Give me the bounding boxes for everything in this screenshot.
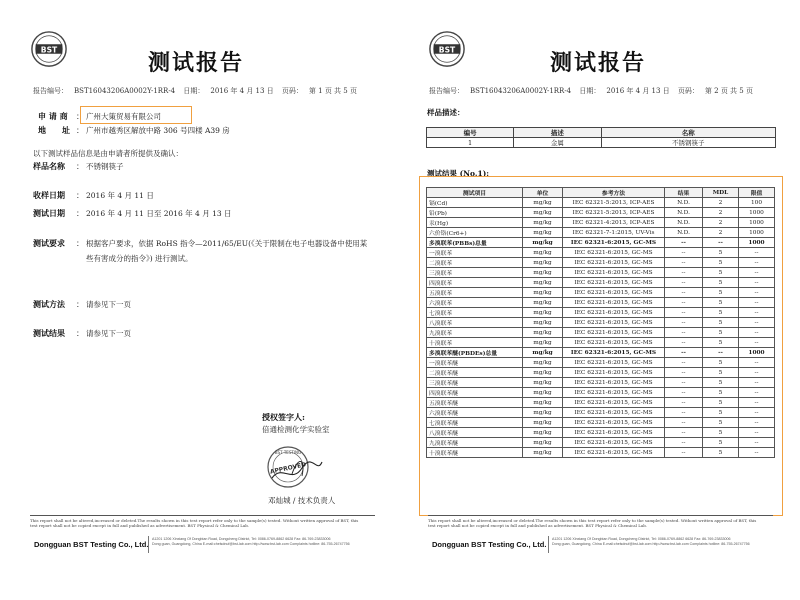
results-cell-limit: -- — [739, 418, 775, 428]
results-cell-unit: mg/kg — [523, 258, 563, 268]
results-cell-limit: 1000 — [739, 348, 775, 358]
results-header-cell: 参考方法 — [563, 188, 665, 198]
colon: ： — [76, 300, 84, 309]
results-cell-limit: -- — [739, 368, 775, 378]
report-meta-line — [33, 86, 363, 96]
results-cell-limit: -- — [739, 328, 775, 338]
results-cell-unit: mg/kg — [523, 308, 563, 318]
desc-header-cell: 描述 — [514, 128, 601, 138]
footer-note — [428, 518, 773, 528]
results-row — [427, 228, 775, 238]
results-cell-result: -- — [665, 258, 703, 268]
results-cell-item: 十溴联苯醚 — [427, 448, 523, 458]
report-no-label: 报告编号： — [33, 87, 68, 95]
results-cell-method: IEC 62321-5:2013, ICP-AES — [563, 198, 665, 208]
results-cell-method: IEC 62321-6:2015, GC-MS — [563, 378, 665, 388]
logo-text: BST — [40, 45, 58, 55]
results-cell-mdl: 2 — [703, 218, 739, 228]
footer-rule — [428, 515, 773, 516]
results-row — [427, 248, 775, 258]
results-cell-mdl: 2 — [703, 228, 739, 238]
report-title: 测试报告 — [148, 50, 245, 76]
desc-cell: 1 — [427, 138, 514, 148]
results-row — [427, 348, 775, 358]
footer-note-line1: This report shall not be altered,increased or deleted.The results shown in this test report refer only to the sample(s) tested. Without written approval of BST, this — [428, 518, 757, 523]
desc-cell: 金属 — [514, 138, 601, 148]
footer-divider — [548, 536, 549, 553]
results-row — [427, 358, 775, 368]
results-cell-method: IEC 62321-6:2015, GC-MS — [563, 368, 665, 378]
footer-company: Dongguan BST Testing Co., Ltd. — [34, 540, 149, 549]
results-heading: 测试结果 (No.1): — [427, 169, 490, 178]
colon: ： — [76, 191, 84, 200]
results-cell-mdl: 5 — [703, 268, 739, 278]
bst-logo-icon — [30, 30, 68, 68]
results-row — [427, 408, 775, 418]
results-cell-unit: mg/kg — [523, 338, 563, 348]
page-number: 第 2 页 共 5 页 — [704, 87, 753, 95]
footer-divider — [148, 536, 149, 553]
results-cell-method: IEC 62321-6:2015, GC-MS — [563, 408, 665, 418]
date-label: 日期： — [183, 87, 205, 95]
results-cell-unit: mg/kg — [523, 398, 563, 408]
results-row — [427, 278, 775, 288]
results-cell-method: IEC 62321-6:2015, GC-MS — [563, 318, 665, 328]
desc-header-row — [427, 128, 776, 138]
results-cell-unit: mg/kg — [523, 328, 563, 338]
footer-rule — [30, 515, 375, 516]
results-cell-result: N.D. — [665, 198, 703, 208]
results-cell-unit: mg/kg — [523, 438, 563, 448]
results-row — [427, 198, 775, 208]
results-cell-method: IEC 62321-6:2015, GC-MS — [563, 358, 665, 368]
sample-info-note: 以下测试样品信息是由申请者所提供及确认： — [33, 149, 183, 158]
stamp-text: APPROVED — [269, 461, 307, 476]
results-body — [427, 198, 775, 458]
results-cell-method: IEC 62321-6:2015, GC-MS — [563, 278, 665, 288]
received-label: 收样日期 — [33, 190, 65, 200]
results-cell-unit: mg/kg — [523, 348, 563, 358]
results-cell-method: IEC 62321-6:2015, GC-MS — [563, 288, 665, 298]
date-label: 日期： — [579, 87, 601, 95]
signer-label: 授权签字人: — [262, 412, 305, 422]
results-cell-result: -- — [665, 418, 703, 428]
results-cell-item: 七溴联苯 — [427, 308, 523, 318]
results-cell-unit: mg/kg — [523, 288, 563, 298]
results-row — [427, 328, 775, 338]
page-number: 第 1 页 共 5 页 — [308, 87, 357, 95]
results-row — [427, 238, 775, 248]
results-cell-unit: mg/kg — [523, 378, 563, 388]
footer-address — [152, 537, 372, 547]
applicant-label: 申 请 商 — [38, 111, 68, 121]
colon: ： — [76, 209, 84, 218]
test-date-label: 测试日期 — [33, 208, 65, 218]
desc-cell: 不锈钢筷子 — [601, 138, 776, 148]
results-cell-result: -- — [665, 408, 703, 418]
stamp-ring-text: BST TESTING — [274, 450, 302, 455]
results-cell-item: 三溴联苯 — [427, 268, 523, 278]
results-header-cell: 单位 — [523, 188, 563, 198]
results-cell-limit: -- — [739, 408, 775, 418]
results-cell-limit: 1000 — [739, 228, 775, 238]
results-cell-limit: 1000 — [739, 238, 775, 248]
results-row — [427, 428, 775, 438]
results-cell-item: 一溴联苯醚 — [427, 358, 523, 368]
results-cell-item: 十溴联苯 — [427, 338, 523, 348]
results-row — [427, 208, 775, 218]
results-cell-mdl: -- — [703, 348, 739, 358]
footer-note — [30, 518, 375, 528]
results-cell-item: 铅(Pb) — [427, 208, 523, 218]
results-cell-item: 三溴联苯醚 — [427, 378, 523, 388]
sample-name-value: 不锈钢筷子 — [86, 162, 124, 171]
results-table — [426, 187, 775, 458]
results-cell-mdl: 5 — [703, 288, 739, 298]
results-cell-limit: -- — [739, 438, 775, 448]
test-date-value: 2016 年 4 月 11 日至 2016 年 4 月 13 日 — [86, 209, 232, 218]
results-cell-mdl: 5 — [703, 398, 739, 408]
result-label: 测试结果 — [33, 328, 65, 338]
results-cell-result: -- — [665, 248, 703, 258]
page-label: 页码： — [281, 87, 303, 95]
results-row — [427, 398, 775, 408]
colon: ： — [76, 239, 84, 248]
results-cell-result: N.D. — [665, 228, 703, 238]
results-cell-mdl: 5 — [703, 418, 739, 428]
results-cell-unit: mg/kg — [523, 318, 563, 328]
sample-desc-table — [426, 127, 776, 148]
results-cell-mdl: 5 — [703, 318, 739, 328]
results-cell-limit: -- — [739, 448, 775, 458]
results-cell-limit: -- — [739, 248, 775, 258]
requirement-line2: 些有害成分的指令》) 进行测试。 — [86, 254, 193, 263]
report-date: 2016 年 4 月 13 日 — [606, 87, 670, 95]
results-row — [427, 288, 775, 298]
results-cell-result: -- — [665, 438, 703, 448]
results-cell-result: -- — [665, 428, 703, 438]
method-value: 请参见下一页 — [86, 300, 131, 309]
results-cell-method: IEC 62321-6:2015, GC-MS — [563, 338, 665, 348]
report-date: 2016 年 4 月 13 日 — [210, 87, 274, 95]
results-cell-mdl: 5 — [703, 388, 739, 398]
results-cell-result: N.D. — [665, 208, 703, 218]
results-cell-unit: mg/kg — [523, 228, 563, 238]
applicant-value: 广州大策贸易有限公司 — [86, 112, 161, 121]
results-cell-result: -- — [665, 238, 703, 248]
results-cell-item: 六溴联苯 — [427, 298, 523, 308]
results-cell-unit: mg/kg — [523, 408, 563, 418]
results-cell-limit: 1000 — [739, 218, 775, 228]
approved-stamp — [262, 444, 326, 490]
results-cell-limit: -- — [739, 308, 775, 318]
results-cell-limit: 1000 — [739, 208, 775, 218]
results-row — [427, 438, 775, 448]
results-cell-method: IEC 62321-4:2013, ICP-AES — [563, 218, 665, 228]
footer-addr-line1: A1201 1206 Xinxiang Of Dongbian Road, Dongcheng District, Tel: 0086-0769-8862 6628 Fax: 86-769-23833006 — [552, 537, 731, 541]
results-cell-item: 九溴联苯 — [427, 328, 523, 338]
desc-header-cell: 名称 — [601, 128, 776, 138]
results-row — [427, 388, 775, 398]
results-cell-method: IEC 62321-6:2015, GC-MS — [563, 418, 665, 428]
results-cell-result: -- — [665, 388, 703, 398]
results-cell-result: -- — [665, 318, 703, 328]
results-cell-item: 二溴联苯 — [427, 258, 523, 268]
results-cell-item: 八溴联苯醚 — [427, 428, 523, 438]
results-header-cell: MDL — [703, 188, 739, 198]
results-cell-mdl: 5 — [703, 338, 739, 348]
address-value: 广州市越秀区解放中路 306 号四楼 A39 房 — [86, 126, 230, 135]
colon: ： — [76, 112, 84, 121]
results-cell-item: 八溴联苯 — [427, 318, 523, 328]
address-label: 地 址 — [38, 125, 70, 135]
results-header-cell: 结果 — [665, 188, 703, 198]
results-cell-mdl: 5 — [703, 328, 739, 338]
received-value: 2016 年 4 月 11 日 — [86, 191, 154, 200]
results-cell-mdl: 5 — [703, 368, 739, 378]
results-cell-unit: mg/kg — [523, 238, 563, 248]
results-cell-limit: -- — [739, 288, 775, 298]
desc-header-cell: 编号 — [427, 128, 514, 138]
results-cell-result: -- — [665, 298, 703, 308]
footer-note-line2: test report shall not be copied except in full and published as advertisement. BST Physical & Chemical Lab. — [428, 523, 648, 528]
report-no: BST16043206A0002Y-1RR-4 — [74, 87, 176, 95]
results-cell-mdl: 5 — [703, 448, 739, 458]
page-label: 页码： — [677, 87, 699, 95]
report-page-2 — [400, 0, 800, 600]
footer-address — [552, 537, 772, 547]
results-cell-method: IEC 62321-6:2015, GC-MS — [563, 248, 665, 258]
results-cell-item: 多溴联苯醚(PBDEs)总量 — [427, 348, 523, 358]
results-cell-mdl: 2 — [703, 208, 739, 218]
signer-name: 邓灿城 / 技术负责人 — [268, 496, 336, 505]
results-header-row — [427, 188, 775, 198]
results-cell-mdl: 5 — [703, 258, 739, 268]
results-row — [427, 308, 775, 318]
colon: ： — [76, 126, 84, 135]
results-row — [427, 418, 775, 428]
results-cell-limit: -- — [739, 388, 775, 398]
result-value: 请参见下一页 — [86, 329, 131, 338]
results-cell-method: IEC 62321-6:2015, GC-MS — [563, 268, 665, 278]
results-cell-unit: mg/kg — [523, 278, 563, 288]
results-cell-unit: mg/kg — [523, 428, 563, 438]
desc-row — [427, 138, 776, 148]
results-cell-item: 多溴联苯(PBBs)总量 — [427, 238, 523, 248]
results-row — [427, 218, 775, 228]
results-cell-result: -- — [665, 448, 703, 458]
results-cell-method: IEC 62321-6:2015, GC-MS — [563, 298, 665, 308]
results-cell-method: IEC 62321-6:2015, GC-MS — [563, 348, 665, 358]
results-cell-mdl: 5 — [703, 248, 739, 258]
results-cell-unit: mg/kg — [523, 358, 563, 368]
results-cell-result: -- — [665, 328, 703, 338]
results-cell-unit: mg/kg — [523, 218, 563, 228]
results-cell-limit: -- — [739, 318, 775, 328]
results-cell-result: -- — [665, 268, 703, 278]
results-cell-method: IEC 62321-6:2015, GC-MS — [563, 398, 665, 408]
report-meta-line — [429, 86, 759, 96]
results-cell-method: IEC 62321-6:2015, GC-MS — [563, 258, 665, 268]
results-cell-limit: -- — [739, 278, 775, 288]
results-cell-limit: -- — [739, 358, 775, 368]
results-header-cell: 测试项目 — [427, 188, 523, 198]
results-cell-result: -- — [665, 348, 703, 358]
results-cell-result: -- — [665, 358, 703, 368]
results-cell-unit: mg/kg — [523, 448, 563, 458]
results-cell-unit: mg/kg — [523, 248, 563, 258]
results-cell-mdl: 5 — [703, 428, 739, 438]
results-cell-result: -- — [665, 338, 703, 348]
results-cell-mdl: 5 — [703, 298, 739, 308]
results-cell-unit: mg/kg — [523, 388, 563, 398]
results-cell-mdl: 5 — [703, 378, 739, 388]
results-row — [427, 338, 775, 348]
results-cell-method: IEC 62321-6:2015, GC-MS — [563, 238, 665, 248]
results-cell-unit: mg/kg — [523, 368, 563, 378]
results-cell-unit: mg/kg — [523, 198, 563, 208]
results-cell-method: IEC 62321-6:2015, GC-MS — [563, 428, 665, 438]
results-cell-result: -- — [665, 398, 703, 408]
results-cell-limit: -- — [739, 398, 775, 408]
footer-note-line1: This report shall not be altered,increased or deleted.The results shown in this test report refer only to the sample(s) tested. Without written approval of BST, this — [30, 518, 359, 523]
requirement-line1: 根据客户要求，依据 RoHS 指令—2011/65/EU(《关于限制在电子电器设备中使用某 — [86, 239, 368, 248]
results-cell-unit: mg/kg — [523, 298, 563, 308]
results-row — [427, 318, 775, 328]
results-header-cell: 限值 — [739, 188, 775, 198]
results-cell-result: -- — [665, 308, 703, 318]
results-cell-item: 一溴联苯 — [427, 248, 523, 258]
results-cell-result: -- — [665, 368, 703, 378]
results-cell-mdl: 5 — [703, 278, 739, 288]
results-cell-limit: -- — [739, 298, 775, 308]
results-cell-limit: 100 — [739, 198, 775, 208]
results-cell-item: 二溴联苯醚 — [427, 368, 523, 378]
results-cell-limit: -- — [739, 268, 775, 278]
results-cell-item: 六溴联苯醚 — [427, 408, 523, 418]
results-cell-limit: -- — [739, 378, 775, 388]
results-cell-item: 四溴联苯 — [427, 278, 523, 288]
results-cell-item: 五溴联苯 — [427, 288, 523, 298]
results-cell-result: -- — [665, 278, 703, 288]
results-cell-method: IEC 62321-6:2015, GC-MS — [563, 448, 665, 458]
results-cell-result: -- — [665, 378, 703, 388]
results-cell-item: 汞(Hg) — [427, 218, 523, 228]
results-cell-mdl: 5 — [703, 358, 739, 368]
footer-addr-line1: A1201 1206 Xinxiang Of Dongbian Road, Dongcheng District, Tel: 0086-0769-8862 6628 Fax: 86-769-23833006 — [152, 537, 331, 541]
results-cell-item: 六价铬(Cr6+) — [427, 228, 523, 238]
results-cell-method: IEC 62321-6:2015, GC-MS — [563, 308, 665, 318]
report-no: BST16043206A0002Y-1RR-4 — [470, 87, 572, 95]
results-cell-mdl: 2 — [703, 198, 739, 208]
report-no-label: 报告编号： — [429, 87, 464, 95]
footer-addr-line2: Dong guan, Guangdong, China E-mail:chelsdnuf@bst-lab.com http://www.bst-lab.com Complaints hotline: 86-755-26747756 — [152, 542, 350, 546]
results-cell-unit: mg/kg — [523, 208, 563, 218]
results-cell-mdl: 5 — [703, 308, 739, 318]
results-cell-mdl: 5 — [703, 408, 739, 418]
results-cell-limit: -- — [739, 428, 775, 438]
results-cell-mdl: 5 — [703, 438, 739, 448]
results-row — [427, 258, 775, 268]
logo-text: BST — [438, 45, 456, 55]
sample-name-label: 样品名称 — [33, 161, 65, 171]
results-cell-limit: -- — [739, 338, 775, 348]
colon: ： — [76, 162, 84, 171]
signer-lab: 倍通检测化学实验室 — [262, 425, 330, 434]
sample-desc-heading: 样品描述： — [427, 108, 465, 117]
results-cell-unit: mg/kg — [523, 418, 563, 428]
results-cell-item: 七溴联苯醚 — [427, 418, 523, 428]
results-cell-method: IEC 62321-6:2015, GC-MS — [563, 388, 665, 398]
results-row — [427, 268, 775, 278]
results-cell-method: IEC 62321-6:2015, GC-MS — [563, 328, 665, 338]
method-label: 测试方法 — [33, 299, 65, 309]
report-title: 测试报告 — [550, 50, 647, 76]
results-cell-result: N.D. — [665, 218, 703, 228]
results-cell-method: IEC 62321-7-1:2015, UV-Vis — [563, 228, 665, 238]
results-cell-method: IEC 62321-6:2015, GC-MS — [563, 438, 665, 448]
results-cell-unit: mg/kg — [523, 268, 563, 278]
results-cell-item: 九溴联苯醚 — [427, 438, 523, 448]
footer-note-line2: test report shall not be copied except in full and published as advertisement. BST Physical & Chemical Lab. — [30, 523, 250, 528]
results-cell-result: -- — [665, 288, 703, 298]
requirement-label: 测试要求 — [33, 238, 65, 248]
results-cell-limit: -- — [739, 258, 775, 268]
results-cell-item: 五溴联苯醚 — [427, 398, 523, 408]
results-cell-mdl: -- — [703, 238, 739, 248]
footer-company: Dongguan BST Testing Co., Ltd. — [432, 540, 547, 549]
results-cell-item: 镉(Cd) — [427, 198, 523, 208]
results-row — [427, 378, 775, 388]
footer-addr-line2: Dong guan, Guangdong, China E-mail:chelsdnuf@bst-lab.com http://www.bst-lab.com Complaints hotline: 86-755-26747756 — [552, 542, 750, 546]
colon: ： — [76, 329, 84, 338]
results-row — [427, 368, 775, 378]
results-row — [427, 448, 775, 458]
results-cell-item: 四溴联苯醚 — [427, 388, 523, 398]
results-row — [427, 298, 775, 308]
results-cell-method: IEC 62321-5:2013, ICP-AES — [563, 208, 665, 218]
bst-logo-icon — [428, 30, 466, 68]
